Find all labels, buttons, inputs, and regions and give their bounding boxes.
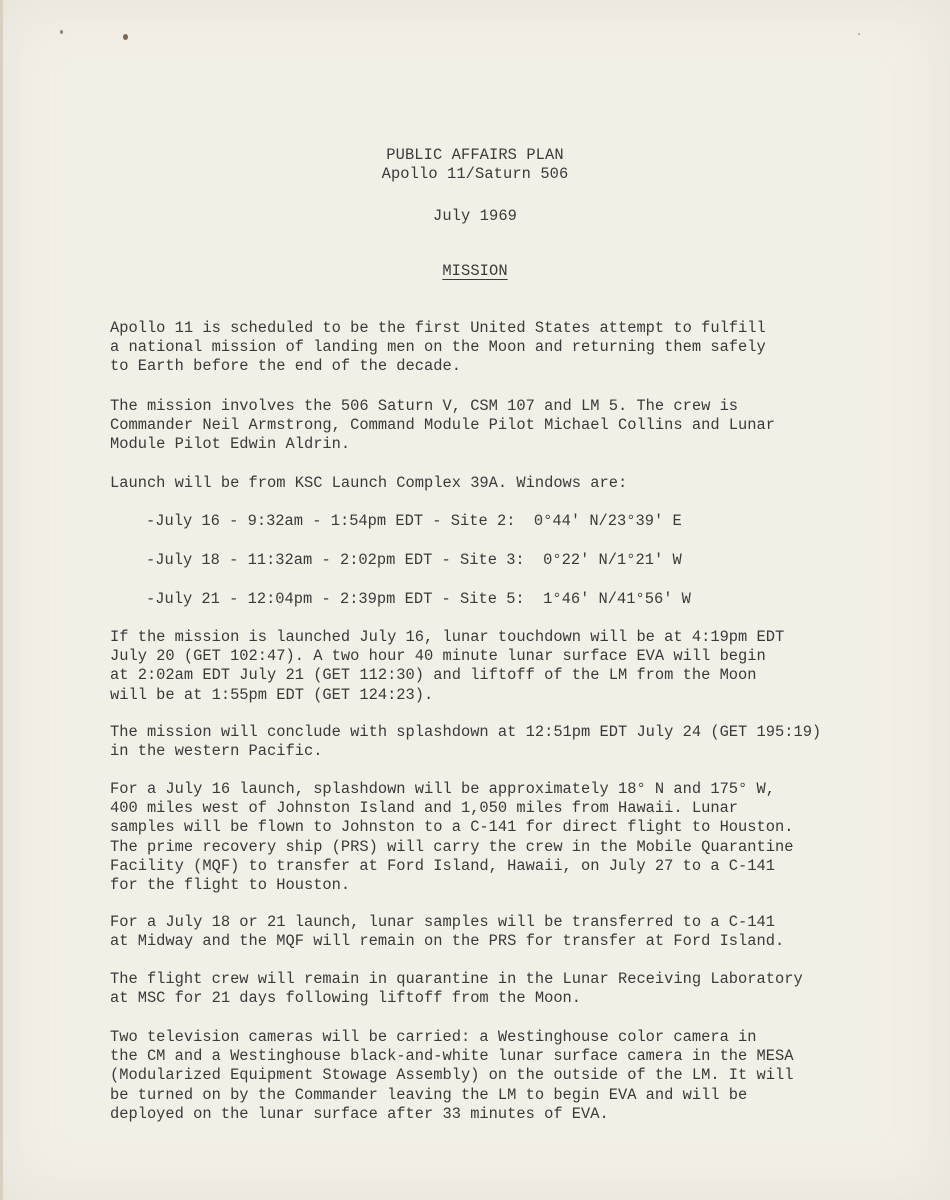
launch-window-item: -July 16 - 9:32am - 1:54pm EDT - Site 2: 0°44' N/23°39' E <box>146 512 682 530</box>
section-heading-text: MISSION <box>442 262 508 280</box>
paragraph-alternate-launch: For a July 18 or 21 launch, lunar samples will be transferred to a C-141 at Midway and the MQF will remain on the PRS for transfer at Ford Island. <box>110 913 785 951</box>
section-heading <box>0 262 950 280</box>
paragraph-splashdown: The mission will conclude with splashdown at 12:51pm EDT July 24 (GET 195:19) in the western Pacific. <box>110 723 822 761</box>
paragraph-quarantine: The flight crew will remain in quarantine in the Lunar Receiving Laboratory at MSC for 21 days following liftoff from the Moon. <box>110 970 803 1008</box>
paper-speck <box>123 34 128 40</box>
document-subtitle: Apollo 11/Saturn 506 <box>381 165 569 183</box>
paragraph-recovery: For a July 16 launch, splashdown will be approximately 18° N and 175° W, 400 miles west of Johnston Island and 1,050 miles from Hawaii. Lunar samples will be flown to Johnston to a C-141 for direct flight to Houston. The prime recovery ship (PRS) will carry the crew in the Mobile Quarantine Facility (MQF) to transfer at Ford Island, Hawaii, on July 27 to a C-141 for the flight to Houston. <box>110 780 794 895</box>
paragraph-touchdown: If the mission is launched July 16, lunar touchdown will be at 4:19pm EDT July 20 (GET 102:47). A two hour 40 minute lunar surface EVA will begin at 2:02am EDT July 21 (GET 112:30) and liftoff of the LM from the Moon will be at 1:55pm EDT (GET 124:23). <box>110 628 785 704</box>
paragraph-television: Two television cameras will be carried: a Westinghouse color camera in the CM and a Westinghouse black-and-white lunar surface camera in the MESA (Modularized Equipment Stowage Assembly) on the outside of the LM. It will be turned on by the Commander leaving the LM to begin EVA and will be deployed on the lunar surface after 33 minutes of EVA. <box>110 1028 794 1123</box>
paragraph-crew: The mission involves the 506 Saturn V, CSM 107 and LM 5. The crew is Commander Neil Armstrong, Command Module Pilot Michael Collins and Lunar Module Pilot Edwin Aldrin. <box>110 397 775 454</box>
document-title: PUBLIC AFFAIRS PLAN <box>386 146 564 164</box>
document-date: July 1969 <box>432 207 518 225</box>
launch-window-item: -July 21 - 12:04pm - 2:39pm EDT - Site 5: 1°46' N/41°56' W <box>146 590 691 608</box>
launch-window-item: -July 18 - 11:32am - 2:02pm EDT - Site 3: 0°22' N/1°21' W <box>146 551 682 569</box>
paragraph-mission-goal: Apollo 11 is scheduled to be the first United States attempt to fulfill a national mission of landing men on the Moon and returning them safely to Earth before the end of the decade. <box>110 319 766 376</box>
paper-speck <box>858 33 860 35</box>
paragraph-launch: Launch will be from KSC Launch Complex 39A. Windows are: <box>110 474 628 492</box>
paper-speck <box>60 30 63 34</box>
